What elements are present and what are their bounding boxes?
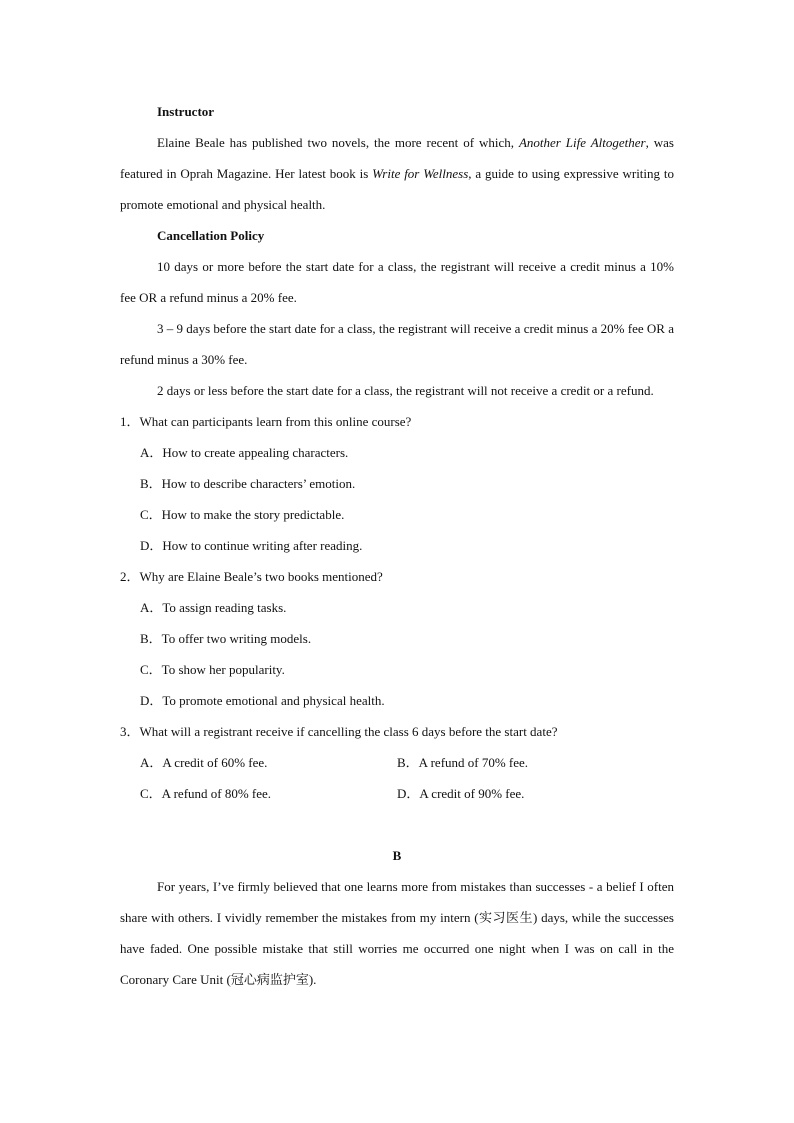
cancellation-heading: Cancellation Policy (157, 228, 265, 243)
question-3-options-row-2 (120, 778, 674, 809)
section-b-paragraph: For years, I’ve firmly believed that one learns more from mistakes than successes - a belief I often share with others. I vividly remember the mistakes from my intern (实习医生) days, while the successes have faded. One possible mistake that still worries me occurred one night when I was on call in the Coronary Care Unit (冠心病监护室). (120, 879, 674, 987)
document-page (120, 96, 674, 995)
question-2-stem: 2．Why are Elaine Beale’s two books mentioned? (120, 569, 383, 584)
section-b-label: B (392, 848, 402, 863)
question-2-option-c: C．To show her popularity. (140, 662, 285, 677)
instructor-paragraph: Elaine Beale has published two novels, the more recent of which, Another Life Altogether, was featured in Oprah Magazine. Her latest book is Write for Wellness, a guide to using expressive writing to promote emotional and physical health. (120, 135, 674, 212)
question-3-options-row-1 (120, 747, 674, 778)
cancellation-paragraph-1: 10 days or more before the start date for a class, the registrant will receive a credit minus a 10% fee OR a refund minus a 20% fee. (120, 259, 674, 305)
question-3-stem: 3．What will a registrant receive if cancelling the class 6 days before the start date? (120, 724, 558, 739)
book-title-1: Another Life Altogether (518, 135, 646, 150)
cancellation-paragraph-3: 2 days or less before the start date for a class, the registrant will not receive a credit or a refund. (157, 383, 654, 398)
question-1-option-d: D．How to continue writing after reading. (140, 538, 363, 553)
question-2-option-d: D．To promote emotional and physical health. (140, 693, 385, 708)
instructor-heading: Instructor (157, 104, 215, 119)
question-3-option-c: C．A refund of 80% fee. (140, 786, 272, 801)
cancellation-paragraph-2: 3 – 9 days before the start date for a class, the registrant will receive a credit minus a 20% fee OR a refund minus a 30% fee. (120, 321, 674, 367)
question-2-option-b: B．To offer two writing models. (140, 631, 312, 646)
question-1-option-c: C．How to make the story predictable. (140, 507, 345, 522)
book-title-2: Write for Wellness (372, 166, 469, 181)
question-1-option-a: A．How to create appealing characters. (140, 445, 349, 460)
question-1-stem: 1．What can participants learn from this online course? (120, 414, 412, 429)
question-3-option-d: D．A credit of 90% fee. (397, 786, 525, 801)
question-3-option-b: B．A refund of 70% fee. (397, 755, 529, 770)
question-1-option-b: B．How to describe characters’ emotion. (140, 476, 356, 491)
question-3-option-a: A．A credit of 60% fee. (140, 755, 268, 770)
question-2-option-a: A．To assign reading tasks. (140, 600, 287, 615)
